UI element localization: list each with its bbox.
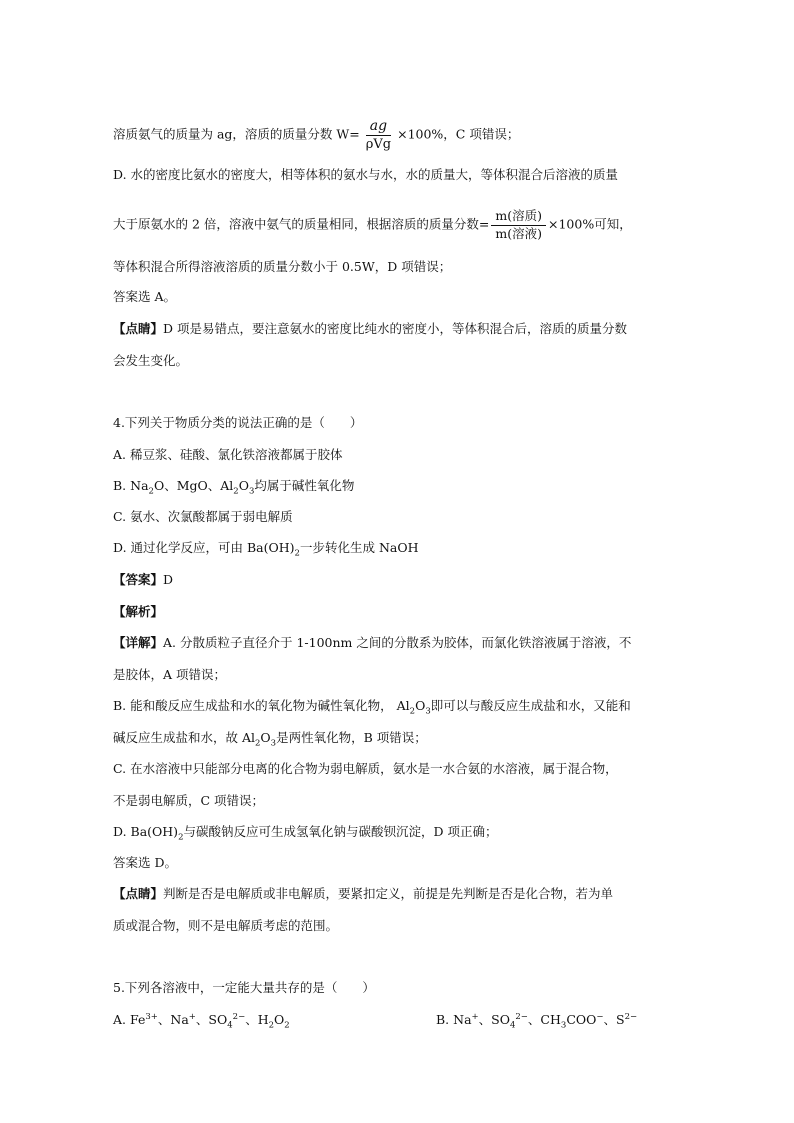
answer-value: D [163,572,174,587]
subscript: 4 [227,1020,233,1031]
detail-line-4 [113,729,427,747]
line-mass-fraction-c [113,118,520,152]
text: 碱反应生成盐和水，故 Al [113,730,255,745]
detail-line-6: 不是弱电解质，C 项错误； [113,793,265,808]
question-5: 5.下列各溶液中，一定能大量共存的是（ ） [113,980,375,995]
subscript: 3 [270,738,277,749]
subscript: 2 [255,738,261,749]
subscript: 2 [284,1020,290,1031]
question-4: 4.下列关于物质分类的说法正确的是（ ） [113,415,363,430]
line-tip-1 [113,320,627,338]
subscript: 2 [178,832,184,843]
line-mass-fraction-formula [113,208,632,241]
fraction-numerator: ag [366,119,391,136]
detail-line-3 [113,697,631,715]
line-option-d-density: D. 水的密度比氨水的密度大，相等体积的氨水与水，水的质量大，等体积混合后溶液的质量 [113,167,619,182]
superscript: 2− [515,1011,528,1022]
answer-tag: 【答案】 [113,572,164,587]
text: B. Na [436,1012,472,1027]
detail-answer-d: 答案选 D。 [113,855,177,870]
line-tip-2: 会发生变化。 [113,353,189,368]
text: O [238,478,249,493]
question-5-option-b [436,1011,637,1029]
text: O [260,730,271,745]
text: 大于原氨水的 2 倍，溶液中氨气的质量相同，根据溶质的质量分数= [113,216,490,232]
subscript: 2 [233,486,239,497]
question-5-options [113,1011,290,1029]
question-4-option-d [113,539,418,557]
detail-tag: 【详解】 [113,635,164,650]
text: A. 分散质粒子直径介于 1-100nm 之间的分散系为胶体，而氯化铁溶液属于溶液，不 [163,635,632,650]
tip-tag: 【点睛】 [113,321,164,336]
question-4-option-c: C. 氨水、次氯酸都属于弱电解质 [113,509,293,524]
subscript: 3 [248,486,255,497]
text: 判断是否是电解质或非电解质，要紧扣定义，前提是先判断是否是化合物，若为单 [163,886,614,901]
fraction-ag-over-rhovg [362,119,395,151]
question-4-option-b [113,477,354,495]
text: ×100%，C 项错误； [397,126,520,142]
tip2-line-2: 质或混合物，则不是电解质考虑的范围。 [113,918,339,933]
text: 均属于碱性氧化物 [254,478,355,493]
superscript: − [596,1011,604,1022]
subscript: 3 [560,1020,567,1031]
fraction-denominator: m(溶液) [495,225,542,241]
text: O、MgO、Al [153,478,234,493]
line-answer-a: 答案选 A。 [113,289,177,304]
superscript: + [188,1011,196,1022]
text: B. 能和酸反应生成盐和水的氧化物为碱性氧化物， Al [113,698,410,713]
text: D. Ba(OH) [113,824,179,839]
superscript: + [471,1011,479,1022]
answer-line [113,571,173,589]
superscript: 2− [232,1011,246,1022]
text: 、CH [527,1012,561,1027]
tip2-line-1 [113,885,613,903]
tip-tag: 【点睛】 [113,886,164,901]
text: ×100%可知， [547,216,632,232]
detail-line-5: C. 在水溶液中只能部分电离的化合物为弱电解质，氨水是一水合氨的水溶液，属于混合物， [113,761,618,776]
text: 、SO [478,1012,510,1027]
question-5-option-a [113,1011,290,1031]
text: 、SO [195,1012,228,1027]
text: O [274,1012,285,1027]
subscript: 2 [268,1020,275,1031]
detail-line-7 [113,823,498,841]
fraction-numerator: m(溶质) [491,210,546,226]
superscript: 3+ [145,1011,158,1022]
text: 、S [603,1012,625,1027]
question-4-option-a: A. 稀豆浆、硅酸、氯化铁溶液都属于胶体 [113,447,343,462]
subscript: 2 [294,548,300,559]
text: 即可以与酸反应生成盐和水，又能和 [430,698,631,713]
analysis-tag: 【解析】 [113,604,164,619]
detail-line-1 [113,634,631,652]
text: 是两性氧化物，B 项错误； [276,730,427,745]
superscript: 2− [624,1011,638,1022]
text: 、H [245,1012,269,1027]
subscript: 3 [425,706,431,717]
text: COO [566,1012,597,1027]
text: A. Fe [113,1012,146,1027]
text: D. 通过化学反应，可由 Ba(OH) [113,540,295,555]
text: D 项是易错点，要注意氨水的密度比纯水的密度小，等体积混合后，溶质的质量分数 [163,321,628,336]
text: 、Na [157,1012,189,1027]
text: B. Na [113,478,149,493]
line-conclusion-d: 等体积混合所得溶液溶质的质量分数小于 0.5W，D 项错误； [113,259,452,274]
fraction-denominator: ρVg [365,137,392,152]
text: 与碳酸钠反应可生成氢氧化钠与碳酸钡沉淀，D 项正确； [183,824,498,839]
text: 一步转化生成 NaOH [299,540,419,555]
text: 溶质氨气的质量为 ag，溶质的质量分数 W= [113,126,360,142]
detail-line-2: 是胶体，A 项错误； [113,667,227,682]
subscript: 4 [509,1020,516,1031]
text: O [415,698,426,713]
subscript: 2 [409,706,416,717]
fraction-solute-over-solution [491,210,546,240]
subscript: 2 [148,486,154,497]
